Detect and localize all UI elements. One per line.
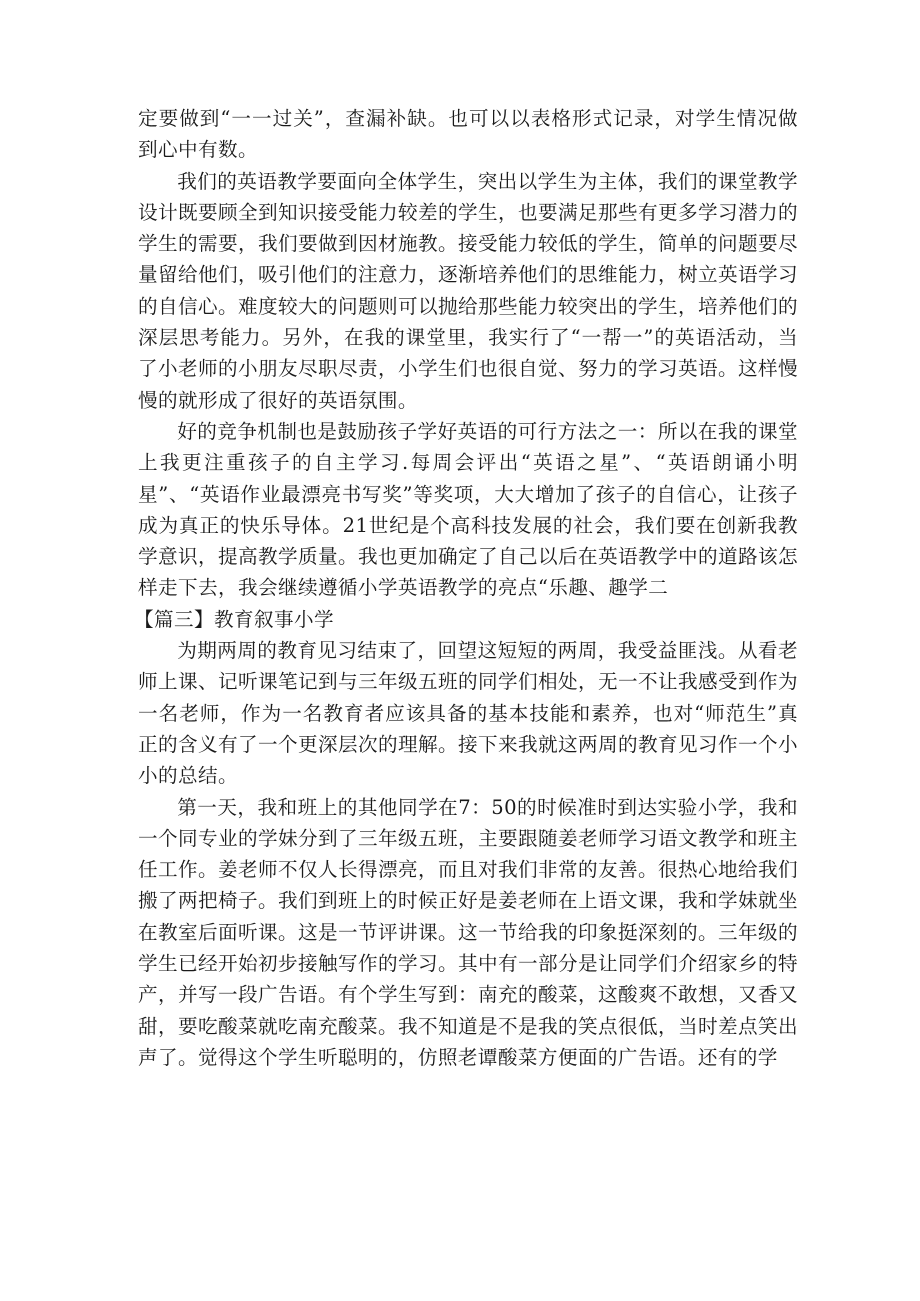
paragraph-first-day: 第一天，我和班上的其他同学在7：50的时候准时到达实验小学，我和一个同专业的学妹分到了三年级五班，主要跟随姜老师学习语文教学和班主任工作。姜老师不仅人长得漂亮，而且对我们非常的友善。很热心地给我们搬了两把椅子。我们到班上的时候正好是姜老师在上语文课，我和学妹就坐在教室后面听课。这是一节评讲课。这一节给我的印象挺深刻的。三年级的学生已经开始初步接触写作的学习。其中有一部分是让同学们介绍家乡的特产，并写一段广告语。有个学生写到：南充的酸菜，这酸爽不敢想，又香又甜，要吃酸菜就吃南充酸菜。我不知道是不是我的笑点很低，当时差点笑出声了。觉得这个学生听聪明的，仿照老谭酸菜方便面的广告语。还有的学 bbox=[138, 795, 798, 1069]
paragraph-english-teaching: 我们的英语教学要面向全体学生，突出以学生为主体，我们的课堂教学设计既要顾全到知识接受能力较差的学生，也要满足那些有更多学习潜力的学生的需要，我们要做到因材施教。接受能力较低的学生，简单的问题要尽量留给他们，吸引他们的注意力，逐渐培养他们的思维能力，树立英语学习的自信心。难度较大的问题则可以抛给那些能力较突出的学生，培养他们的深层思考能力。另外，在我的课堂里，我实行了“一帮一”的英语活动，当了小老师的小朋友尽职尽责，小学生们也很自觉、努力的学习英语。这样慢慢的就形成了很好的英语氛围。 bbox=[138, 169, 798, 412]
section-heading: 【篇三】教育叙事小学 bbox=[134, 607, 334, 631]
paragraph-competition: 好的竞争机制也是鼓励孩子学好英语的可行方法之一：所以在我的课堂上我更注重孩子的自主学习.每周会评出“英语之星”、“英语朗诵小明星”、“英语作业最漂亮书写奖”等奖项，大大增加了孩子的自信心，让孩子成为真正的快乐导体。21世纪是个高科技发展的社会，我们要在创新我教学意识，提高教学质量。我也更加确定了自己以后在英语教学中的道路该怎样走下去，我会继续遵循小学英语教学的亮点“乐趣、趣学二 bbox=[138, 419, 798, 600]
paragraph-internship-summary: 为期两周的教育见习结束了，回望这短短的两周，我受益匪浅。从看老师上课、记听课笔记到与三年级五班的同学们相处，无一不让我感受到作为一名老师，作为一名教育者应该具备的基本技能和素养，也对“师范生”真正的含义有了一个更深层次的理解。接下来我就这两周的教育见习作一个小小的总结。 bbox=[138, 639, 798, 788]
document-page bbox=[134, 103, 798, 1073]
paragraph-continued: 定要做到“一一过关”，查漏补缺。也可以以表格形式记录，对学生情况做到心中有数。 bbox=[138, 107, 798, 162]
